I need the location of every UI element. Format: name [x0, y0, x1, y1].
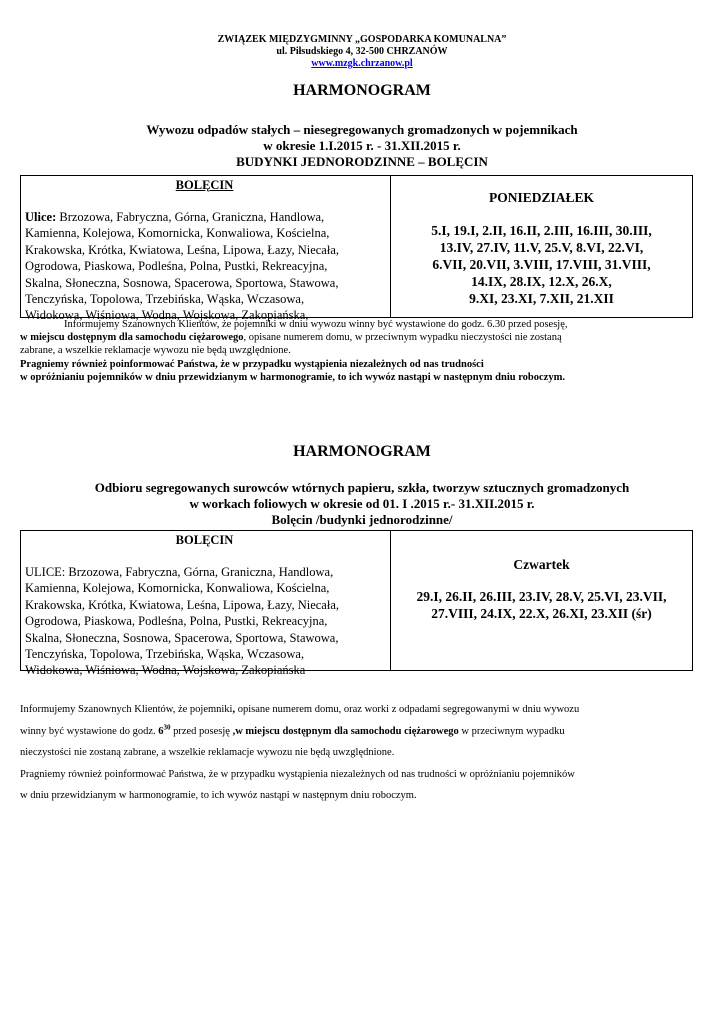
section2-dates-cell	[391, 531, 692, 670]
section2-street-line: Widokowa, Wiśniowa, Wodna, Wojskowa, Zakopiańska	[25, 663, 306, 678]
section1-street-line: Kamienna, Kolejowa, Komornicka, Konwaliowa, Kościelna,	[25, 226, 330, 241]
letterhead	[0, 34, 724, 70]
section2-street-line: Ogrodowa, Piaskowa, Podleśna, Polna, Pustki, Rekreacyjna,	[25, 614, 328, 629]
section2-notice-bold: ,w miejscu dostępnym dla samochodu ciężarowego	[232, 725, 459, 737]
section2-notice-line: Pragniemy również poinformować Państwa, że w przypadku wystąpienia niezależnych od nas trudności w opróżnianiu pojemników	[20, 768, 575, 780]
section2-subtitle	[30, 480, 694, 528]
section1-notice-line: Pragniemy również poinformować Państwa, że w przypadku wystąpienia niezależnych od nas trudności	[20, 358, 484, 370]
section2-date-line: 29.I, 26.II, 26.III, 23.IV, 28.V, 25.VI, 23.VII,	[416, 589, 667, 604]
section1-subtitle-line1: Wywozu odpadów stałych – niesegregowanych gromadzonych w pojemnikach	[146, 122, 578, 137]
section1-notice-line: zabrane, a wszelkie reklamacje wywozu nie będą uwzględnione.	[20, 345, 291, 357]
section2-notice-text: opisane numerem domu, oraz worki z odpadami segregowanymi w dniu wywozu	[235, 704, 580, 715]
section2-notice-line: nieczystości nie zostaną zabrane, a wszelkie reklamacje wywozu nie będą uwzględnione.	[20, 747, 395, 758]
section2-notice-line: w dniu przewidzianym w harmonogramie, to ich wywóz nastąpi w następnym dniu roboczym.	[20, 790, 417, 801]
section1-collection-day: PONIEDZIAŁEK	[488, 190, 595, 205]
section2-area-name: BOLĘCIN	[175, 533, 234, 547]
section2-title: HARMONOGRAM	[293, 443, 431, 460]
section2-notice-text: winny być wystawione do godz.	[20, 725, 159, 737]
section1-street-line: Krakowska, Krótka, Kwiatowa, Leśna, Lipowa, Łazy, Niecała,	[25, 242, 340, 257]
section2-date-line: 27.VIII, 24.IX, 22.X, 26.XI, 23.XII (śr)	[431, 606, 652, 621]
section2-subtitle-line2: w workach foliowych w okresie od 01. I .2015 r.- 31.XII.2015 r.	[189, 496, 535, 511]
section1-street-line: Brzozowa, Fabryczna, Górna, Graniczna, Handlowa,	[56, 210, 325, 224]
section1-date-line: 6.VII, 20.VII, 3.VIII, 17.VIII, 31.VIII,	[432, 257, 651, 272]
section1-notice-text: , opisane numerem domu, w przeciwnym wypadku nieczystości nie zostaną	[243, 332, 562, 344]
section2-street-line: Kamienna, Kolejowa, Komornicka, Konwaliowa, Kościelna,	[25, 581, 330, 596]
section1-schedule-table	[20, 175, 693, 323]
section1-title: HARMONOGRAM	[293, 82, 431, 99]
section1-street-line: Skalna, Słoneczna, Sosnowa, Spacerowa, Sportowa, Stawowa,	[25, 275, 339, 290]
section1-streets-list	[25, 209, 384, 324]
section2-subtitle-line1: Odbioru segregowanych surowców wtórnych papieru, szkła, tworzyw sztucznych gromadzonych	[94, 480, 630, 495]
section1-subtitle-line3: BUDYNKI JEDNORODZINNE – BOLĘCIN	[236, 154, 488, 169]
section2-dates-list	[391, 588, 692, 622]
section2-streets-label: ULICE:	[25, 565, 66, 579]
section1-notice-line: Informujemy Szanownych Klientów, że pojemniki w dniu wywozu winny być wystawione do godz. 6.30 przed posesję,	[64, 319, 568, 330]
notice-hour	[158, 723, 171, 737]
section2-notice-text: przed posesję	[170, 725, 233, 737]
section1-subtitle	[60, 122, 664, 170]
organization-name: ZWIĄZEK MIĘDZYGMINNY „GOSPODARKA KOMUNALNA”	[217, 34, 507, 45]
section1-notice	[20, 318, 693, 384]
section1-streets-label: Ulice:	[25, 210, 57, 224]
section1-dates-list	[391, 222, 692, 307]
section2-street-line: Tenczyńska, Topolowa, Trzebińska, Wąska, Wczasowa,	[25, 647, 305, 662]
section2-subtitle-line3: Bolęcin /budynki jednorodzinne/	[271, 512, 453, 527]
section2-notice-text: Informujemy Szanownych Klientów, że pojemniki	[20, 704, 233, 715]
section2-street-line: Brzozowa, Fabryczna, Górna, Graniczna, Handlowa,	[65, 565, 334, 579]
section1-date-line: 14.IX, 28.IX, 12.X, 26.X,	[471, 274, 612, 289]
section2-street-line: Krakowska, Krótka, Kwiatowa, Leśna, Lipowa, Łazy, Niecała,	[25, 597, 340, 612]
notice-hour-value: 6	[158, 725, 164, 737]
section2-streets-list	[25, 564, 384, 679]
section2-street-line: Skalna, Słoneczna, Sosnowa, Spacerowa, Sportowa, Stawowa,	[25, 630, 339, 645]
section1-street-line: Tenczyńska, Topolowa, Trzebińska, Wąska, Wczasowa,	[25, 292, 305, 307]
section2-notice-text: w przeciwnym wypadku	[458, 725, 565, 737]
section1-streets-cell	[21, 176, 391, 323]
organization-address: ul. Piłsudskiego 4, 32-500 CHRZANÓW	[276, 46, 448, 57]
section2-notice	[20, 699, 693, 807]
section1-dates-cell	[391, 176, 692, 317]
section2-notice-line	[20, 721, 693, 743]
section1-subtitle-line2: w okresie 1.I.2015 r. - 31.XII.2015 r.	[263, 138, 461, 153]
section2-collection-day: Czwartek	[513, 557, 570, 572]
section1-date-line: 9.XI, 23.XI, 7.XII, 21.XII	[469, 291, 614, 306]
section2-streets-cell	[21, 531, 391, 678]
section1-date-line: 13.IV, 27.IV, 11.V, 25.V, 8.VI, 22.VI,	[439, 240, 644, 255]
section1-area-name: BOLĘCIN	[175, 178, 234, 192]
section1-street-line: Widokowa, Wiśniowa, Wodna, Wojskowa, Zakopiańska,	[25, 308, 309, 323]
website-link[interactable]: www.mzgk.chrzanow.pl	[311, 58, 413, 69]
notice-minutes: 30	[163, 723, 171, 731]
section1-notice-bold: w miejscu dostępnym dla samochodu ciężarowego	[20, 332, 244, 344]
section2-notice-line	[20, 699, 693, 721]
section2-schedule-table	[20, 530, 693, 678]
section2-notice-comma: ,	[232, 704, 236, 715]
section1-date-line: 5.I, 19.I, 2.II, 16.II, 2.III, 16.III, 30.III,	[431, 223, 652, 238]
section1-notice-line: w opróżnianiu pojemników w dniu przewidzianym w harmonogramie, to ich wywóz nastąpi w następnym dniu roboczym.	[20, 371, 565, 383]
section1-notice-line	[20, 331, 693, 344]
section1-street-line: Ogrodowa, Piaskowa, Podleśna, Polna, Pustki, Rekreacyjna,	[25, 259, 328, 274]
